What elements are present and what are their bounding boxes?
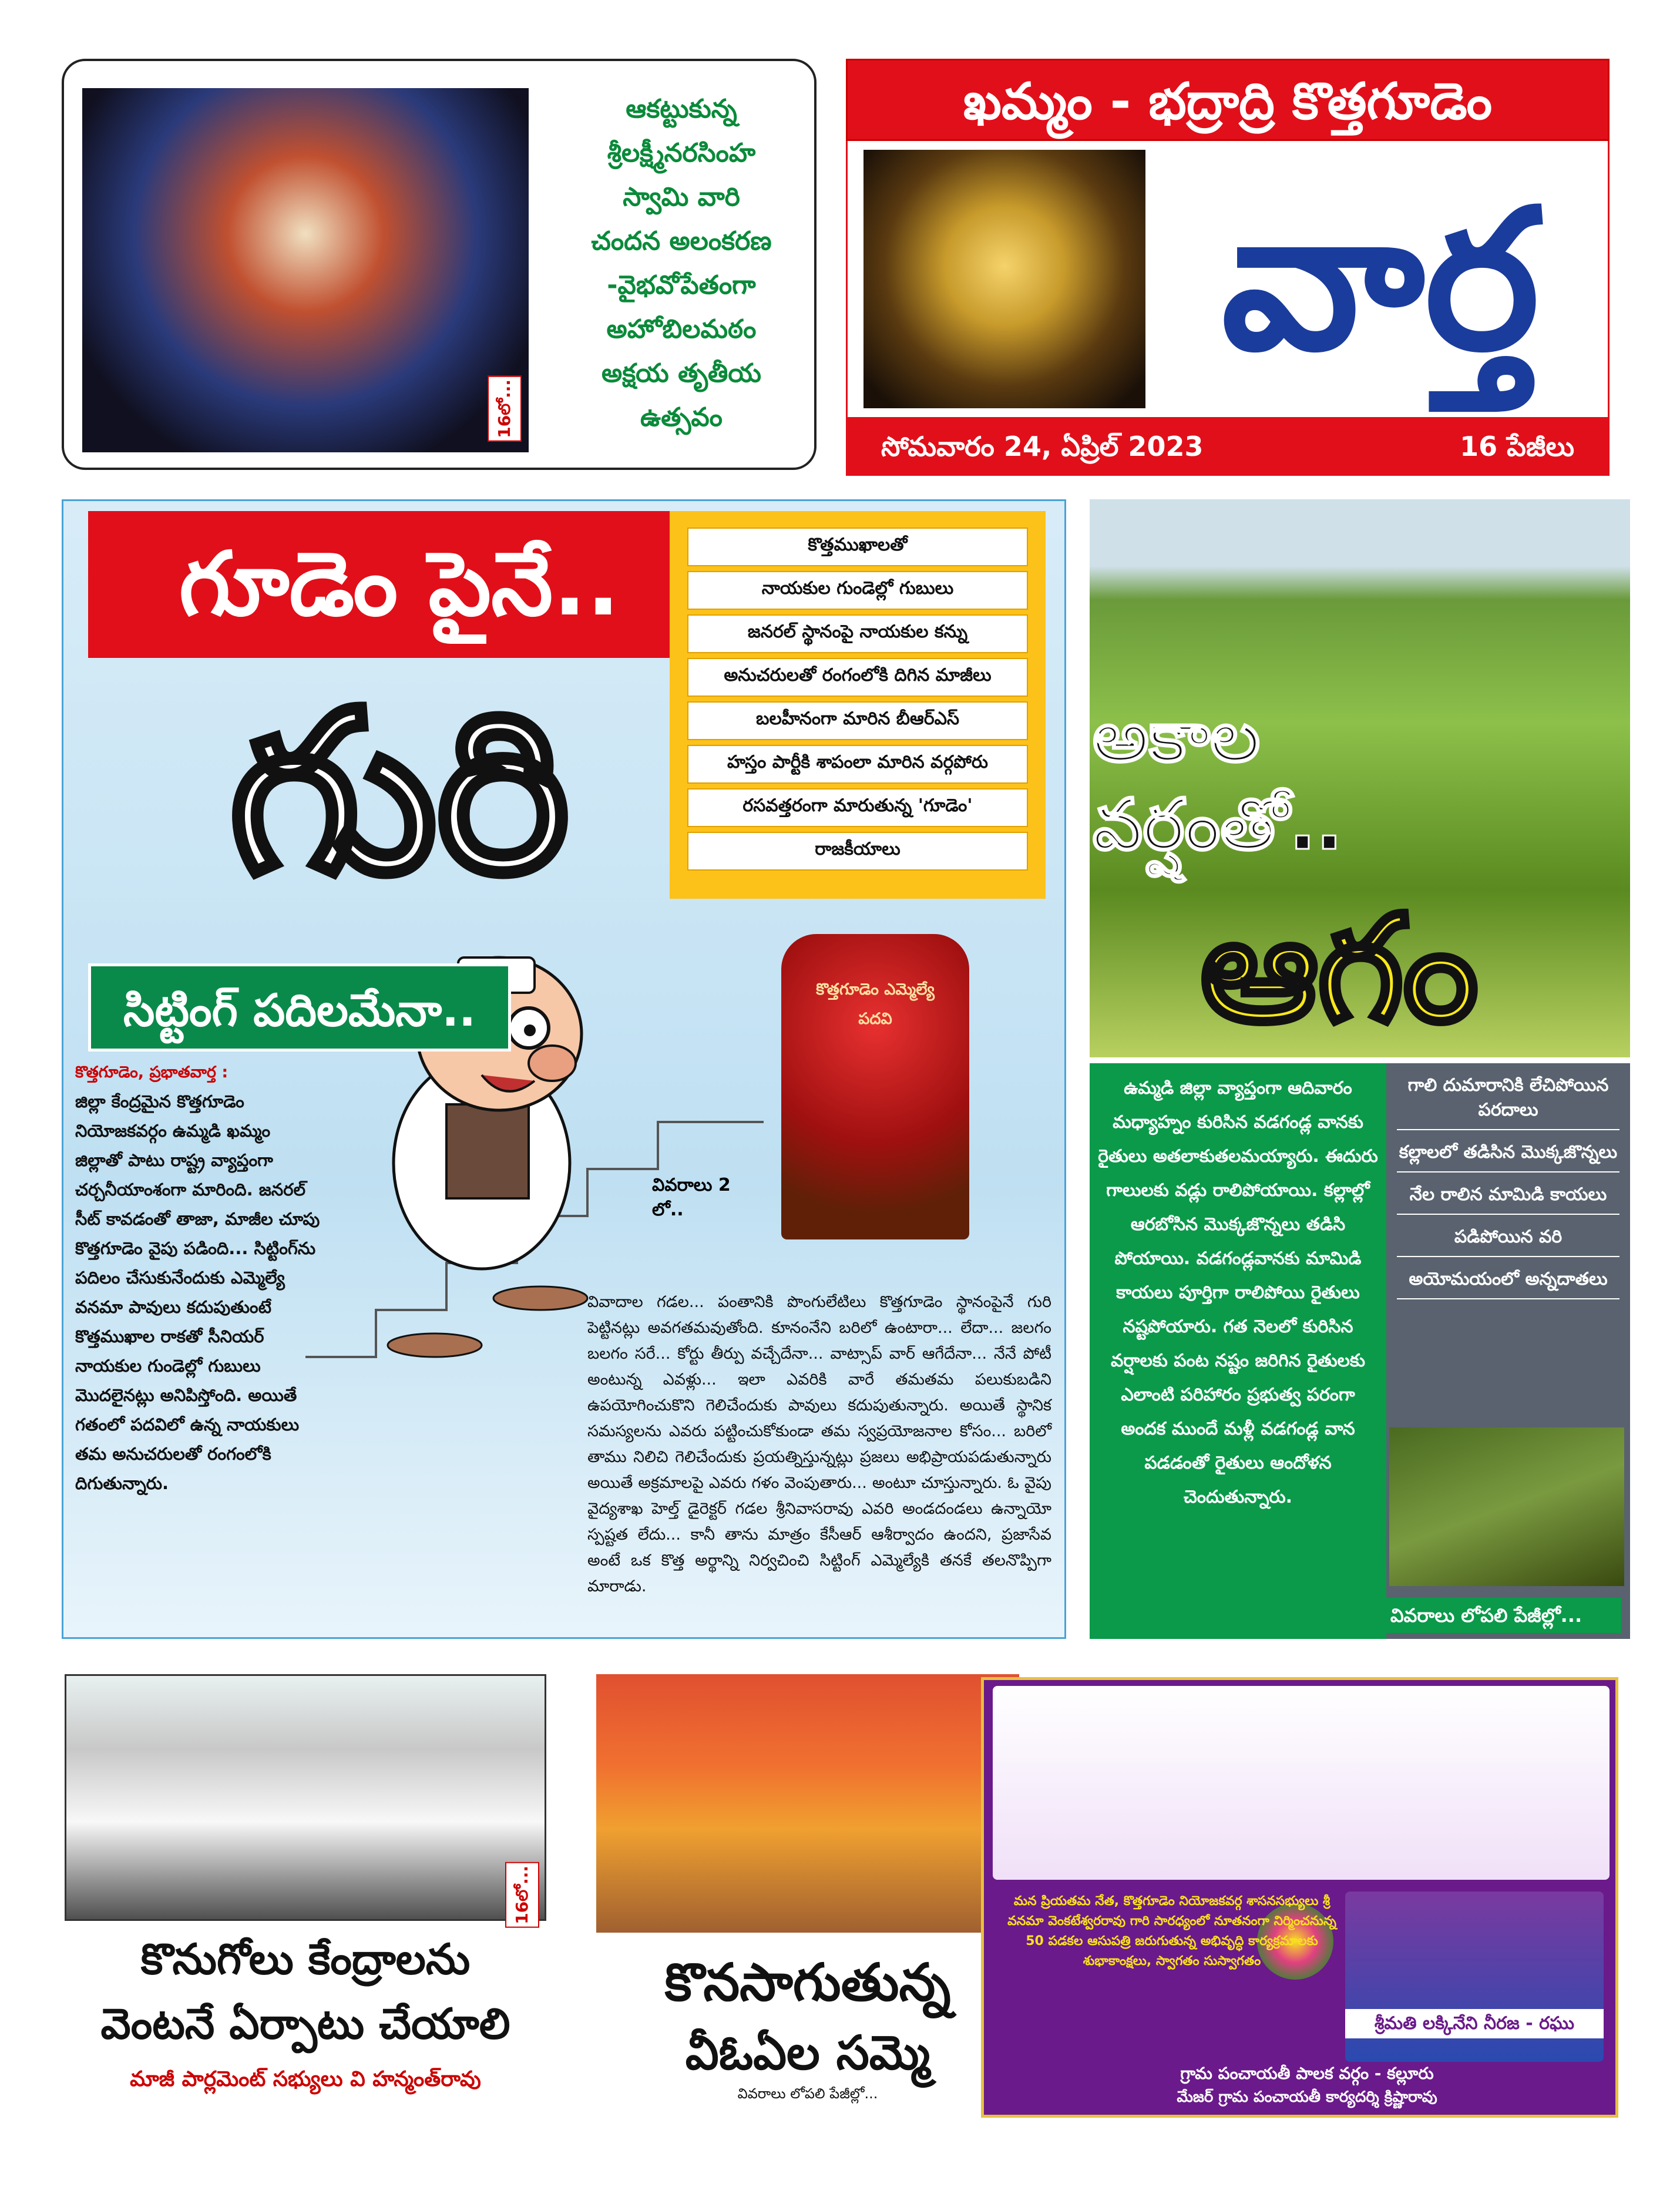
issue-date: సోమవారం 24, ఏప్రిల్ 2023 (881, 431, 1204, 462)
details-page-tag: వివరాలు 2 లో.. (652, 1175, 731, 1220)
sub-headline-banner: సిట్టింగ్ పదిలమేనా.. (88, 963, 511, 1051)
highlight-item: అనుచరులతో రంగంలోకి దిగిన మాజీలు (687, 658, 1028, 697)
rain-highlight-item: పడిపోయిన వరి (1397, 1222, 1619, 1257)
rain-headline-line1: అకాల వర్షంతో.. (1093, 696, 1343, 866)
strike-headline-line2: వీఓఏల సమ్మె (685, 2025, 930, 2080)
inside-pages-tag: వివరాలు లోపలి పేజీల్లో... (1351, 1598, 1621, 1633)
feature-line-5: -వైభవోపేతంగా (607, 270, 756, 300)
highlight-item: నాయకుల గుండెల్లో గుబులు (687, 571, 1028, 610)
page-count: 16 పేజీలు (1460, 431, 1574, 462)
ad-footer-line2: మేజర్ గ్రామ పంచాయతీ కార్యదర్శి క్రిష్ణారావు (1177, 2088, 1437, 2106)
press-meet-photo (65, 1674, 546, 1921)
rain-highlight-item: కల్లాలలో తడిసిన మొక్కజొన్నలు (1397, 1137, 1619, 1173)
feature-line-7: అక్షయ తృతీయ (602, 358, 761, 388)
procurement-subheadline: మాజీ పార్లమెంట్ సభ్యులు వి హన్మంత్‌రావు (130, 2067, 481, 2091)
chair-label: కొత్తగూడెం ఎమ్మెల్యే పదవి (816, 980, 935, 1028)
rain-highlight-item: గాలి దుమారానికి లేచిపోయిన పరదాలు (1397, 1070, 1619, 1130)
ad-message: మన ప్రియతమ నేత, కొత్తగూడెం నియోజకవర్గ శాసనసభ్యులు శ్రీ వనమా వెంకటేశ్వరరావు గారి సారధ్యంలో నూతనంగా నిర్మించనున్న 50 పడకల ఆసుపత్రి జరుగుతున్న అభివృద్ధి కార్యక్రమాలకు శుభాకాంక్షలు, స్వాగతం సుస్వాగతం (1007, 1894, 1336, 1968)
story-lead-text: జిల్లా కేంద్రమైన కొత్తగూడెం నియోజకవర్గం ఉమ్మడి ఖమ్మం జిల్లాతో పాటు రాష్ట్ర వ్యాప్తంగా చర్చనీయాంశంగా మారింది. జనరల్ సీట్ కావడంతో తాజా, మాజీల చూపు కొత్తగూడెం వైపు పడింది... సిట్టింగ్‌ను పదిలం చేసుకునేందుకు ఎమ్మెల్యే వనమా పావులు కదుపుతుంటే కొత్తముఖాల రాకతో సీనియర్ నాయకుల గుండెల్లో గుబులు మొదలైనట్లు అనిపిస్తోంది. అయితే గతంలో పదవిలో ఉన్న నాయకులు తమ అనుచరులతో రంగంలోకి దిగుతున్నారు. (75, 1091, 320, 1493)
feature-line-8: ఉత్సవం (640, 402, 723, 432)
story-dateline: కొత్తగూడెం, ప్రభాతవార్త : (75, 1063, 229, 1081)
story-column-text: వివాదాల గడల... పంతానికి పొంగులేటిలు కొత్తగూడెం స్థానంపైనే గురి పెట్టినట్లు అవగతమవుతోంది. కూనంనేని బరిలో ఉంటారా... లేదా... జలగం బలగం సరే... కోర్టు తీర్పు వచ్చేదేనా... వాట్సాప్ వార్ ఆగేదేనా... నేనే పోటీ అంటున్న ఎవళ్లు... ఇలా ఎవరికి వారే తమతమ పలుకుబడిని ఉపయోగించుకొని గెలిచేందుకు పావులు కదుపుతున్నారు. అయితే స్థానిక సమస్యలను ఎవరు పట్టించుకోకుండా తమ స్వప్రయోజనాల కోసం... బరిలో తాము నిలిచి గెలిచేందుకు ప్రయత్నిస్తున్నట్లు ప్రజలు అభిప్రాయపడుతున్నారు అయితే అక్రమాలపై ఎవరు గళం వెంపుతారు... అంటూ చూస్తున్నారు. ఓ వైపు వైద్యశాఖ హెల్త్ డైరెక్టర్ గడల శ్రీనివాసరావు ఎవరి అండదండలు ఉన్నాయో స్పష్టత లేదు... కానీ తాను మాత్రం కేసీఆర్ ఆశీర్వాదం ఉందని, ప్రజాసేవ అంటే ఒక కొత్త అర్థాన్ని నిర్వచించి సిట్టింగ్ ఎమ్మెల్యేకి తనకే తలనొప్పిగా మారాడు. (587, 1293, 1051, 1595)
highlight-item: కొత్తముఖాలతో (687, 528, 1028, 566)
deity-photo (82, 88, 529, 452)
damaged-crop-photo (1389, 1427, 1624, 1586)
masthead-dateline-bar (846, 417, 1610, 476)
strike-photo (596, 1674, 1019, 1933)
rain-headline-big: ఆగం (1201, 883, 1478, 1054)
page-reference-mark: 16లో... (488, 376, 522, 442)
feature-line-6: అహోబిలమఠం (606, 314, 757, 344)
ad-sponsor-name: శ్రీమతి లక్కినేని నీరజ - రఘు (1345, 2009, 1604, 2038)
rain-story-body: ఉమ్మడి జిల్లా వ్యాప్తంగా ఆదివారం మధ్యాహ్నం కురిసిన వడగండ్ల వానకు రైతులు అతలాకుతలమయ్యారు. ఈదురు గాలులకు వడ్లు రాలిపోయాయి. కల్లాల్లో ఆరబోసిన మొక్కజొన్నలు తడిసి పోయాయి. వడగండ్లవానకు మామిడి కాయలు పూర్తిగా రాలిపోయి రైతులు నష్టపోయారు. గత నెలలో కురిసిన వర్షాలకు పంట నష్టం జరిగిన రైతులకు ఎలాంటి పరిహారం ప్రభుత్వ పరంగా అందక ముందే మళ్లీ వడగండ్ల వాన పడడంతో రైతులు ఆందోళన చెందుతున్నారు. (1090, 1063, 1386, 1639)
highlight-item: జనరల్ స్థానంపై నాయకుల కన్ను (687, 614, 1028, 653)
highlight-item: హస్తం పార్టీకి శాపంలా మారిన వర్గపోరు (687, 745, 1028, 784)
highlight-item: రసవత్తరంగా మారుతున్న 'గూడెం' (687, 788, 1028, 827)
rain-highlight-item: అయోమయంలో అన్నదాతలు (1397, 1264, 1619, 1299)
strike-headline-line1: కొనసాగుతున్న (664, 1952, 951, 2013)
newspaper-logo: వార్త (1221, 165, 1540, 393)
feature-line-3: స్వామి వారి (623, 182, 740, 212)
page-reference-mark: 16లో... (505, 1862, 539, 1928)
procurement-headline-line2: వెంటనే ఏర్పాటు చేయాలి (100, 1999, 510, 2048)
strike-inside-tag: వివరాలు లోపలి పేజీల్లో... (737, 2085, 878, 2102)
feature-line-2: శ్రీలక్ష్మీనరసింహ (607, 138, 756, 168)
feature-line-1: ఆకట్టుకున్న (626, 94, 737, 124)
feature-line-4: చందన అలంకరణ (591, 226, 772, 256)
story-highlights (670, 511, 1046, 899)
ad-leaders-photos (993, 1686, 1610, 1880)
main-big-word: గురి (229, 663, 570, 923)
ad-footer-line1: గ్రామ పంచాయతీ పాలక వర్గం - కల్లూరు (1180, 2064, 1434, 2083)
main-headline: గూడెం పైనే.. (88, 511, 711, 658)
temple-photo (863, 150, 1145, 408)
procurement-headline-line1: కొనుగోలు కేంద్రాలను (140, 1934, 471, 1984)
highlight-item: రాజకీయాలు (687, 832, 1028, 871)
highlight-item: బలహీనంగా మారిన బీఆర్ఎస్ (687, 701, 1028, 740)
rain-highlight-item: నేల రాలిన మామిడి కాయలు (1397, 1180, 1619, 1215)
masthead-region: ఖమ్మం - భద్రాద్రి కొత్తగూడెం (846, 59, 1610, 141)
